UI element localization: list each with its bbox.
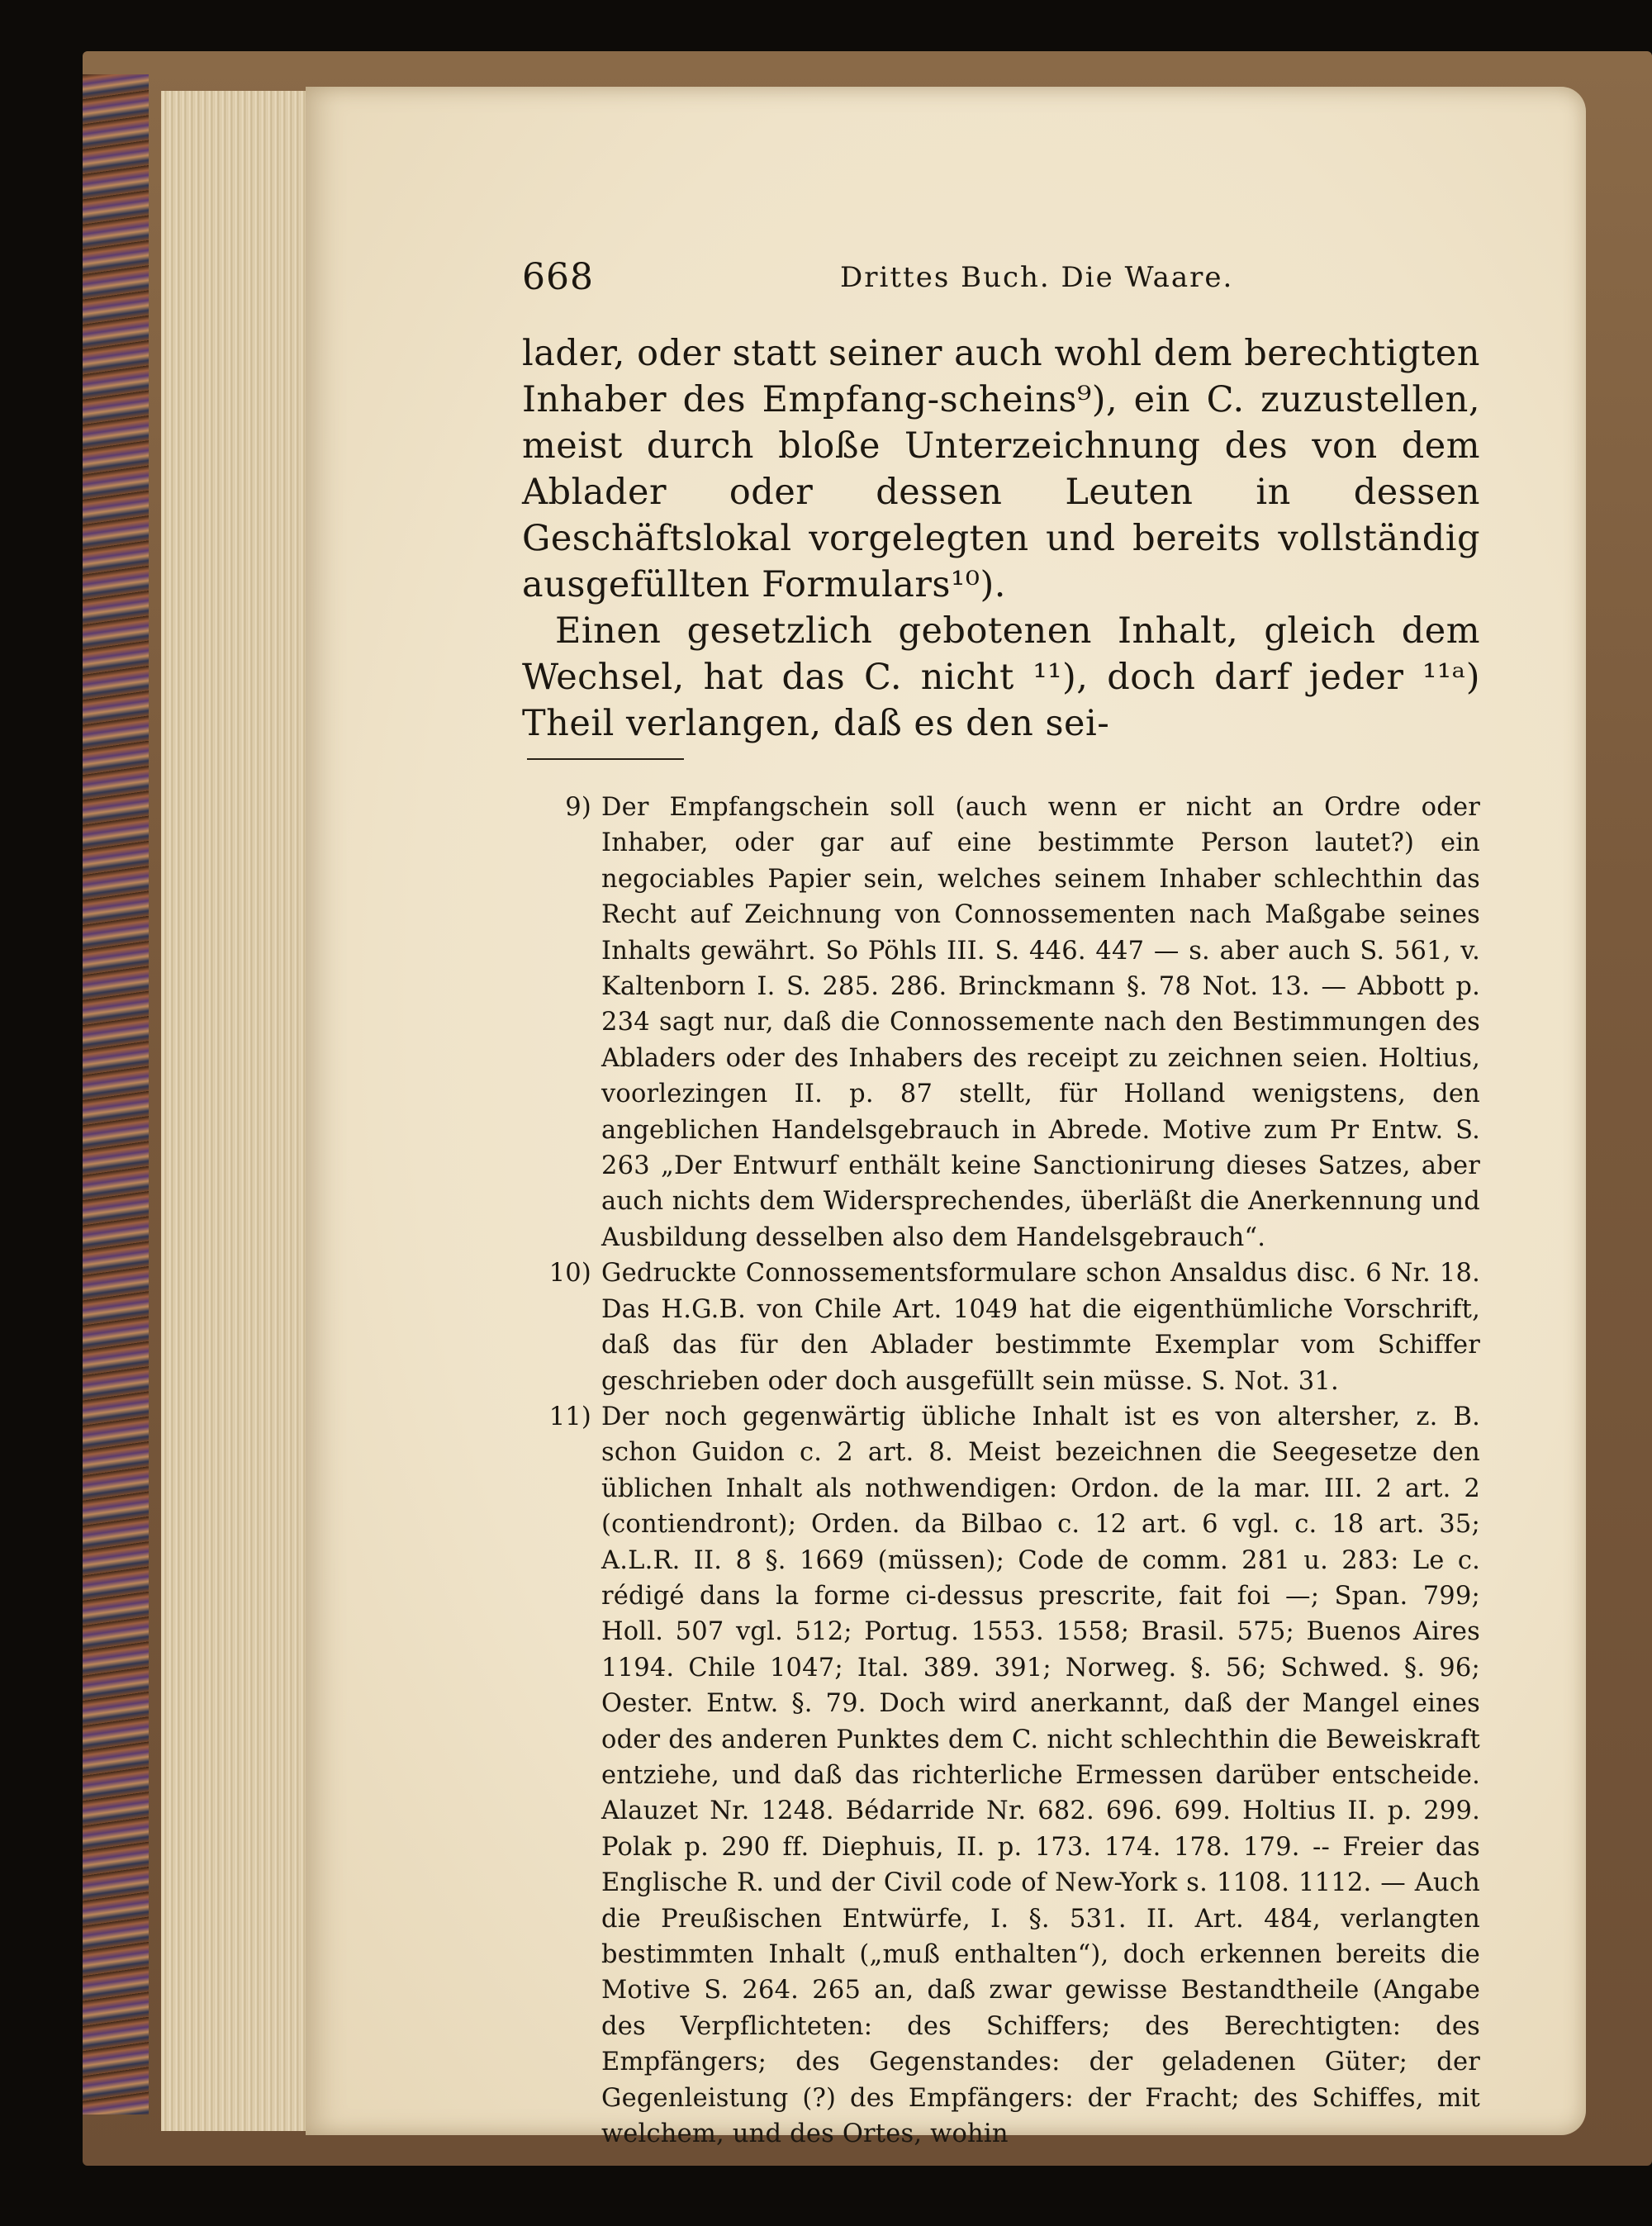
body-paragraph-2: Einen gesetzlich gebotenen Inhalt, gleich dem Wechsel, hat das C. nicht ¹¹), doch darf jeder ¹¹ᵃ) Theil verlangen, daß es den sei- [522, 610, 1480, 744]
running-head: Drittes Buch. Die Waare. [840, 261, 1234, 294]
footnote-9 [522, 790, 1480, 1255]
page-edges [161, 91, 326, 2131]
footnote-number: 11) [548, 1402, 591, 1431]
footnote-number: 10) [548, 1259, 591, 1289]
footnote-text: Der Empfangschein soll (auch wenn er nicht an Ordre oder Inhaber, oder gar auf eine bestimmte Person lautet?) ein negociables Papier sein, welches seinem Inhaber schlechthin das Recht auf Zeichnung von Connossementen nach Maßgabe seines Inhalts gewährt. So Pöhls III. S. 446. 447 — s. aber auch S. 561, v. Kaltenborn I. S. 285. 286. Brinckmann §. 78 Not. 13. — Abbott p. 234 sagt nur, daß die Connossemente nach den Bestimmungen des Abladers oder des Inhabers des receipt zu zeichnen seien. Holtius, voorlezingen II. p. 87 stellt, für Holland wenigstens, den angeblichen Handelsgebrauch in Abrede. Motive zum Pr Entw. S. 263 „Der Entwurf enthält keine Sanctionirung dieses Satzes, aber auch nichts dem Widersprechendes, überläßt die Anerkennung und Ausbildung desselben also dem Handelsgebrauch“. [601, 793, 1480, 1252]
footnote-text: Der noch gegenwärtig übliche Inhalt ist es von altersher, z. B. schon Guidon c. 2 art. 8. Meist bezeichnen die Seegesetze den üblichen Inhalt als nothwendigen: Ordon. de la mar. III. 2 art. 2 (contiendront); Orden. da Bilbao c. 12 art. 6 vgl. c. 18 art. 35; A.L.R. II. 8 §. 1669 (müssen); Code de comm. 281 u. 283: Le c. rédigé dans la forme ci-dessus prescrite, fait foi —; Span. 799; Holl. 507 vgl. 512; Portug. 1553. 1558; Brasil. 575; Buenos Aires 1194. Chile 1047; Ital. 389. 391; Norweg. §. 56; Schwed. §. 96; Oester. Entw. §. 79. Doch wird anerkannt, daß der Mangel eines oder des anderen Punktes dem C. nicht schlechthin die Beweiskraft entziehe, und daß das richterliche Ermessen darüber entscheide. Alauzet Nr. 1248. Bédarride Nr. 682. 696. 699. Holtius II. p. 299. Polak p. 290 ff. Diephuis, II. p. 173. 174. 178. 179. -- Freier das Englische R. und der Civil code of New-York s. 1108. 1112. — Auch die Preußischen Entwürfe, I. §. 531. II. Art. 484, verlangten bestimmten Inhalt („muß enthalten“), doch erkennen bereits die Motive S. 264. 265 an, daß zwar gewisse Bestandtheile (Angabe des Verpflichteten: des Schiffers; des Berechtigten: des Empfängers; des Gegenstandes: der geladenen Güter; der Gegenleistung (?) des Empfängers: der Fracht; des Schiffes, mit welchem, und des Ortes, wohin [601, 1402, 1480, 2149]
body-paragraph-1: lader, oder statt seiner auch wohl dem berechtigten Inhaber des Empfang-scheins⁹), ein C. zuzustellen, meist durch bloße Unterzeichnung des von dem Ablader oder dessen Leuten in dessen Geschäftslokal vorgelegten und bereits vollständig ausgefüllten Formulars¹⁰). [522, 333, 1480, 605]
footnote-11 [522, 1399, 1480, 2152]
footnote-number: 9) [565, 793, 591, 822]
page-number: 668 [522, 256, 594, 298]
page-content [522, 256, 1480, 2152]
footnote-separator [527, 758, 684, 760]
marbled-edge [83, 74, 149, 2114]
page-header [522, 256, 1480, 306]
footnote-10 [522, 1255, 1480, 1399]
footnote-text: Gedruckte Connossementsformulare schon Ansaldus disc. 6 Nr. 18. Das H.G.B. von Chile Art. 1049 hat die eigenthümliche Vorschrift, daß das für den Ablader bestimmte Exemplar vom Schiffer geschrieben oder doch ausgefüllt sein müsse. S. Not. 31. [601, 1259, 1480, 1396]
